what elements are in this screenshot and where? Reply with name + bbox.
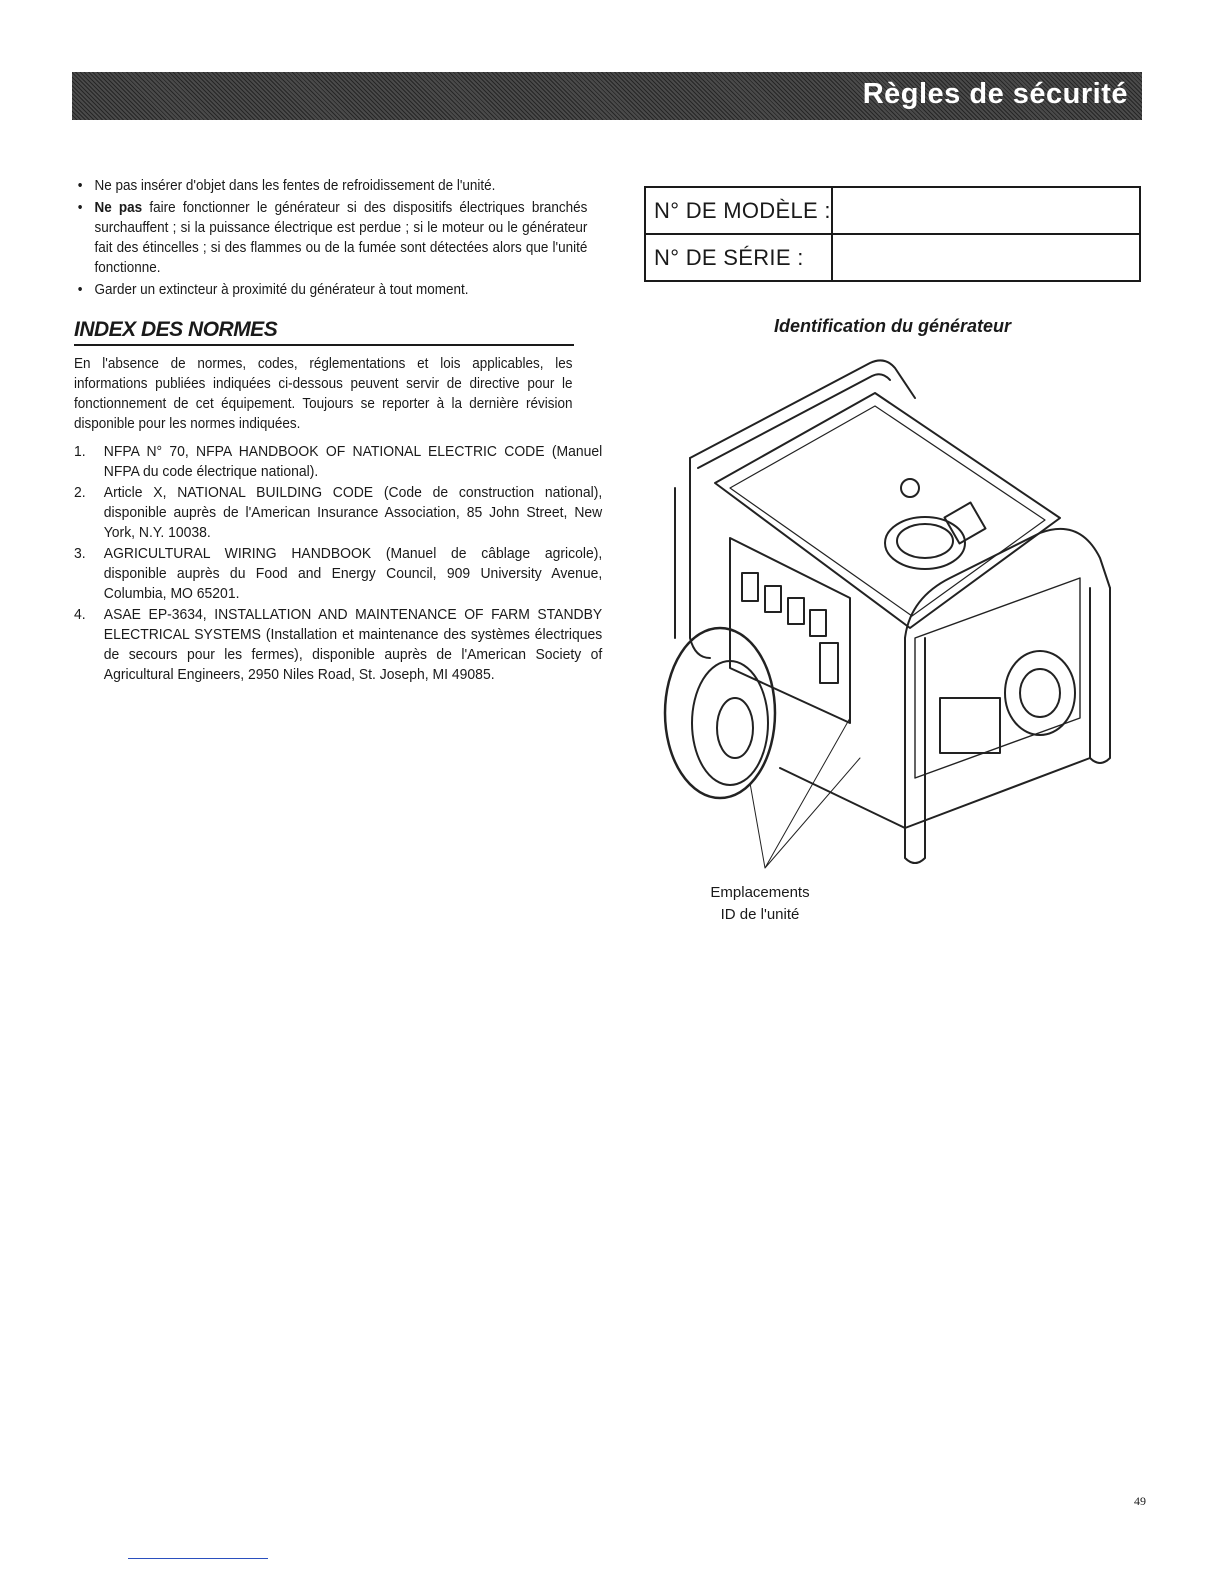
safety-bullet: • Ne pas faire fonctionner le générateur si des dispositifs électriques branchés surchauffent ; si la puissance électrique est perdue ; si le moteur ou le générateur fait des étincelles ; si des flammes ou de la fumée sont détectées alors que l'unité fonctionne. [74, 198, 587, 278]
left-column [74, 176, 603, 686]
model-value-field[interactable] [832, 187, 1140, 234]
figure-label [660, 882, 860, 926]
standards-item: 1. NFPA N° 70, NFPA HANDBOOK OF NATIONAL ELECTRIC CODE (Manuel NFPA du code électrique national). [74, 443, 603, 480]
footer-rule [128, 1558, 268, 1559]
id-table [644, 186, 1141, 282]
model-row [645, 187, 1140, 234]
standards-item: 3. AGRICULTURAL WIRING HANDBOOK (Manuel de câblage agricole), disponible auprès du Food and Energy Council, 909 University Avenue, Columbia, MO 65201. [74, 545, 603, 602]
page-number: 49 [1134, 1494, 1146, 1508]
serial-row [645, 234, 1140, 281]
safety-bullet-list [74, 176, 588, 300]
standards-list [74, 442, 603, 685]
serial-value-field[interactable] [832, 234, 1140, 281]
standards-item: 2. Article X, NATIONAL BUILDING CODE (Code de construction national), disponible auprès de l'American Insurance Association, 85 John Street, New York, N.Y. 10038. [74, 484, 603, 541]
standards-item: 4. ASAE EP-3634, INSTALLATION AND MAINTENANCE OF FARM STANDBY ELECTRICAL SYSTEMS (Installation et maintenance des systèmes électriques de secours pour les fermes), disponible auprès de l'American Society of Agricultural Engineers, 2950 Niles Road, St. Joseph, MI 49085. [74, 606, 603, 683]
serial-label: N° DE SÉRIE : [645, 234, 832, 281]
standards-intro: En l'absence de normes, codes, réglementations et lois applicables, les informations publiées indiquées ci-dessous peuvent servir de directive pour le fonctionnement de cet équipement. Toujours se reporter à la dernière révision disponible pour les normes indiquées. [74, 356, 573, 432]
header-title: Règles de sécurité [862, 78, 1128, 110]
safety-bullet: • Garder un extincteur à proximité du générateur à tout moment. [74, 280, 587, 300]
header-bar [72, 72, 1142, 120]
standards-title: INDEX DES NORMES [74, 318, 574, 346]
figure-label-line1: Emplacements [710, 884, 810, 901]
model-label: N° DE MODÈLE : [645, 187, 832, 234]
safety-bullet: • Ne pas insérer d'objet dans les fentes de refroidissement de l'unité. [74, 176, 587, 196]
figure-caption: Identification du générateur [773, 316, 1012, 336]
figure-label-line2: ID de l'unité [720, 906, 800, 923]
generator-illustration [660, 338, 1130, 878]
